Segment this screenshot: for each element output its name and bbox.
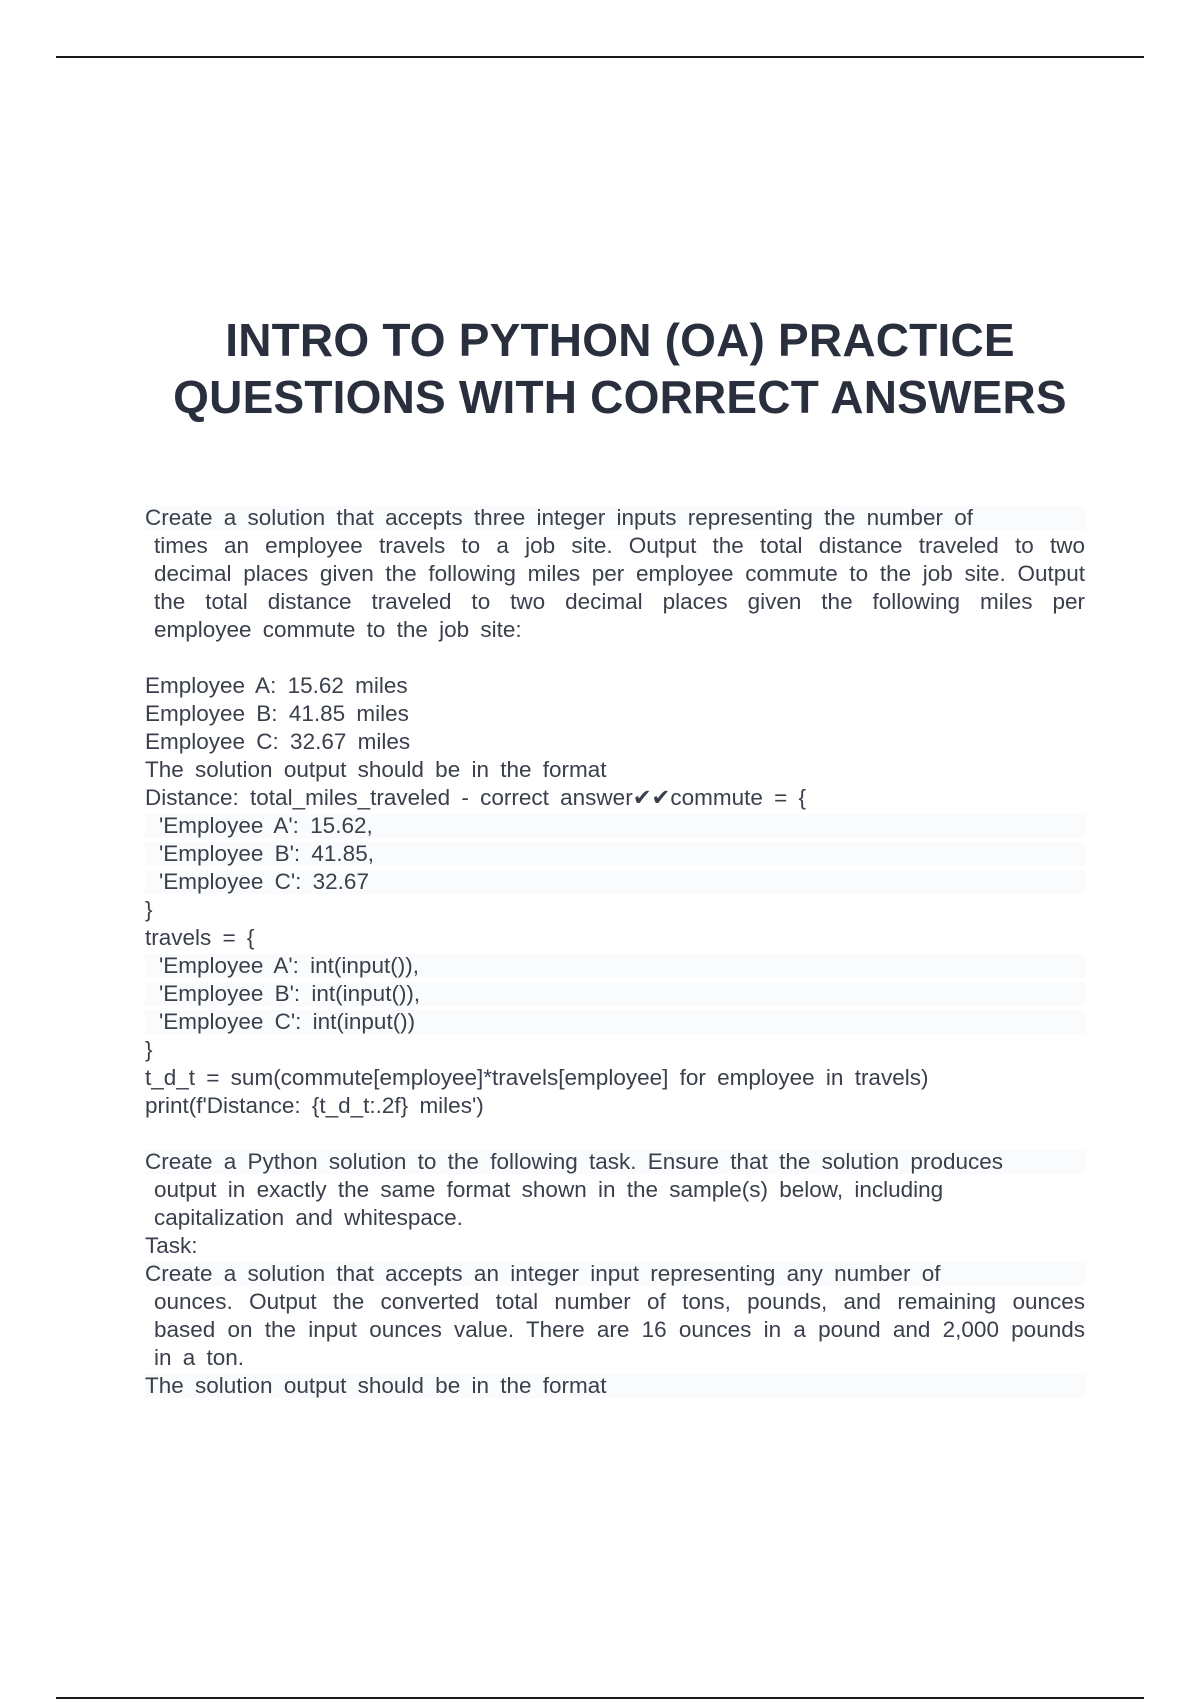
travels-item-c: 'Employee C': int(input()) — [145, 1008, 1085, 1036]
commute-item-b: 'Employee B': 41.85, — [145, 840, 1085, 868]
question-2-intro — [145, 1148, 1085, 1232]
travels-close-brace: } — [145, 1037, 153, 1062]
title-line-2: QUESTIONS WITH CORRECT ANSWERS — [173, 371, 1067, 423]
question-2-intro-rest: output in exactly the same format shown in the sample(s) below, including capitalization and whitespace. — [154, 1177, 944, 1230]
question-1-prompt-rest: times an employee travels to a job site. Output the total distance traveled to two decimal places given the following miles per employee commute to the job site. Output the total distance traveled to two decimal places given the following miles per employee commute to the job site: — [154, 533, 1085, 642]
travels-item-a: 'Employee A': int(input()), — [145, 952, 1085, 980]
output-format-line: The solution output should be in the format — [145, 757, 607, 782]
employee-miles-b: Employee B: 41.85 miles — [145, 701, 409, 726]
question-2-task — [145, 1260, 1085, 1372]
question-2-task-first-line: Create a solution that accepts an integer input representing any number of — [145, 1261, 941, 1286]
question-2-intro-first-line: Create a Python solution to the following task. Ensure that the solution produces — [145, 1149, 1003, 1174]
question-1-prompt-first-line: Create a solution that accepts three integer inputs representing the number of — [145, 505, 973, 530]
question-2-format-line: The solution output should be in the format — [145, 1372, 1085, 1400]
task-label: Task: — [145, 1233, 198, 1258]
sum-code-line: t_d_t = sum(commute[employee]*travels[employee] for employee in travels) — [145, 1065, 929, 1090]
commute-item-c: 'Employee C': 32.67 — [145, 868, 1085, 896]
distance-answer-line: Distance: total_miles_traveled - correct answer✔✔commute = { — [145, 785, 807, 810]
commute-item-a: 'Employee A': 15.62, — [145, 812, 1085, 840]
question-2-task-rest: ounces. Output the converted total number of tons, pounds, and remaining ounces based on the input ounces value. There are 16 ounces in a pound and 2,000 pounds in a ton. — [154, 1289, 1085, 1370]
bottom-rule — [56, 1697, 1144, 1699]
print-code-line: print(f'Distance: {t_d_t:.2f} miles') — [145, 1093, 484, 1118]
question-1-prompt — [145, 504, 1085, 644]
travels-open-line: travels = { — [145, 925, 255, 950]
employee-miles-a: Employee A: 15.62 miles — [145, 673, 408, 698]
document-title — [120, 312, 1120, 426]
title-line-1: INTRO TO PYTHON (OA) PRACTICE — [225, 314, 1015, 366]
document-body — [145, 504, 1085, 1400]
commute-close-brace: } — [145, 897, 153, 922]
employee-miles-list — [145, 672, 1085, 756]
top-rule — [56, 56, 1144, 58]
travels-item-b: 'Employee B': int(input()), — [145, 980, 1085, 1008]
employee-miles-c: Employee C: 32.67 miles — [145, 729, 411, 754]
